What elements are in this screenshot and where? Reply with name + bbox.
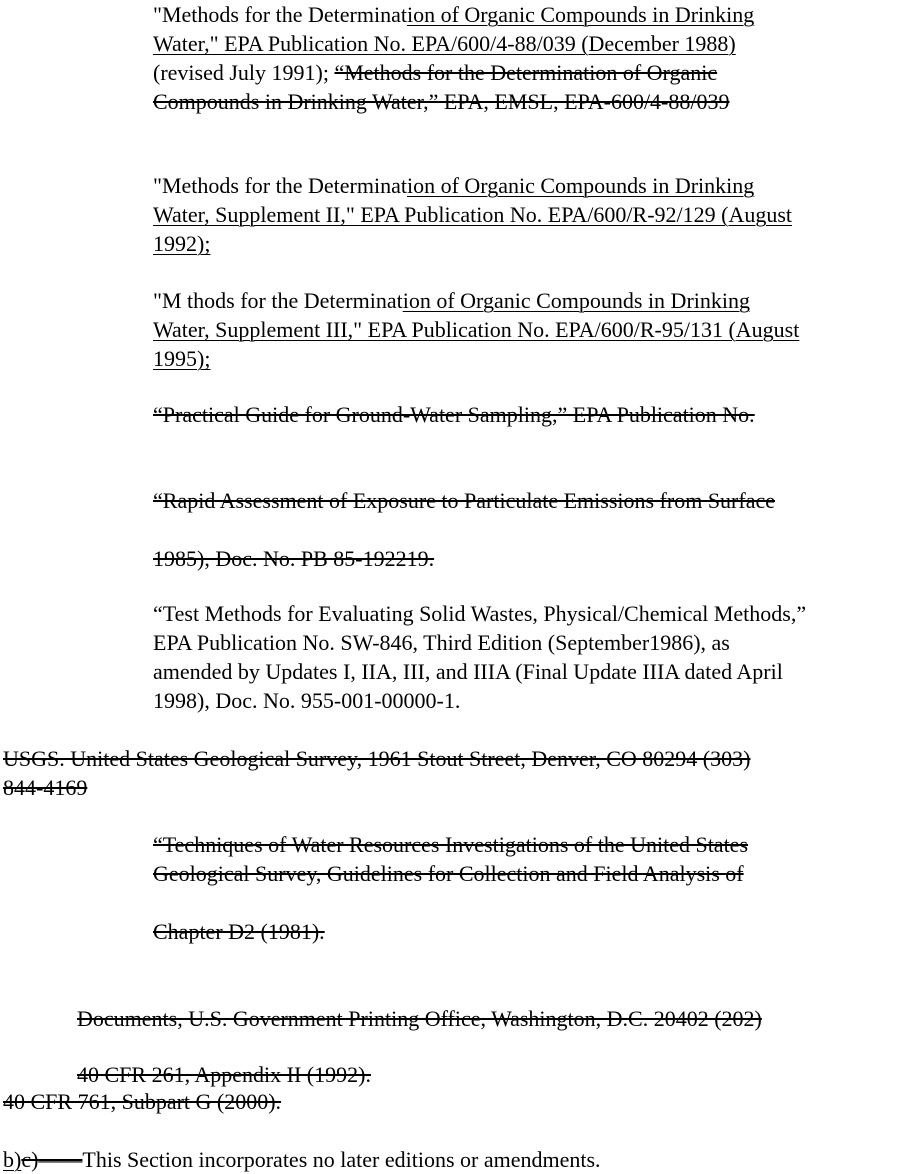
reference-rapid-assessment xyxy=(153,486,775,515)
reference-usgs-techniques xyxy=(153,830,748,888)
inserted-text: ion of Organic Compounds in Drinking xyxy=(406,2,755,27)
subsection-label-new: b) xyxy=(3,1147,22,1172)
inserted-text: Water, Supplement II," EPA Publication No. EPA/600/R-92/129 (August xyxy=(153,202,793,227)
inserted-text: ion of Organic Compounds in Drinking xyxy=(402,288,750,313)
reference-usgs-chapter xyxy=(153,917,325,946)
deleted-text: USGS. United States Geological Survey, 1961 Stout Street, Denver, CO 80294 (303) xyxy=(3,746,751,771)
inserted-text: Water," EPA Publication No. EPA/600/4-88/039 (December 1988) xyxy=(153,31,736,56)
deleted-text: “Practical Guide for Ground-Water Sampling,” EPA Publication No. xyxy=(153,402,755,427)
gpo-entry xyxy=(77,1004,762,1033)
inserted-text: 1995); xyxy=(153,346,211,371)
text: "M thods for the Determinat xyxy=(153,288,403,313)
text: amended by Updates I, IIA, III, and IIIA (Final Update IIIA dated April xyxy=(153,659,783,684)
reference-methods-drinking-water xyxy=(153,0,754,116)
inserted-text: 1992); xyxy=(153,231,211,256)
text: "Methods for the Determinat xyxy=(153,2,407,27)
reference-practical-guide xyxy=(153,400,755,429)
usgs-entry xyxy=(3,744,750,802)
subsection-text: This Section incorporates no later editions or amendments. xyxy=(82,1147,601,1172)
closing-subsection xyxy=(3,1145,601,1174)
deleted-text: “Techniques of Water Resources Investigations of the United States xyxy=(153,832,749,857)
reference-supplement-iii xyxy=(153,286,799,373)
cfr-761-entry xyxy=(3,1087,281,1116)
deleted-dash: —— xyxy=(38,1147,83,1172)
deleted-text: Chapter D2 (1981). xyxy=(153,919,325,944)
deleted-text: 844-4169 xyxy=(3,775,88,800)
text: “Test Methods for Evaluating Solid Wastes, Physical/Chemical Methods,” xyxy=(153,601,807,626)
deleted-text: Documents, U.S. Government Printing Office, Washington, D.C. 20402 (202) xyxy=(77,1006,762,1031)
deleted-text: “Rapid Assessment of Exposure to Particulate Emissions from Surface xyxy=(153,488,775,513)
deleted-text: 1985), Doc. No. PB 85-192219. xyxy=(153,546,435,571)
text: EPA Publication No. SW-846, Third Edition (September1986), as xyxy=(153,630,730,655)
text: 1998), Doc. No. 955-001-00000-1. xyxy=(153,688,461,713)
reference-rapid-assessment-end xyxy=(153,544,434,573)
subsection-label-old: c) xyxy=(21,1147,39,1172)
text: "Methods for the Determinat xyxy=(153,173,407,198)
deleted-text: Compounds in Drinking Water,” EPA, EMSL, EPA-600/4-88/039 xyxy=(153,89,730,114)
deleted-text: 40 CFR 261, Appendix II (1992). xyxy=(77,1062,371,1087)
inserted-text: Water, Supplement III," EPA Publication No. EPA/600/R-95/131 (August xyxy=(153,317,800,342)
reference-supplement-ii xyxy=(153,171,792,258)
inserted-text: ion of Organic Compounds in Drinking xyxy=(406,173,755,198)
text: (revised July 1991); xyxy=(153,60,335,85)
deleted-text: Geological Survey, Guidelines for Collection and Field Analysis of xyxy=(153,861,744,886)
deleted-text: “Methods for the Determination of Organic xyxy=(334,60,718,85)
deleted-text: 40 CFR 761, Subpart G (2000). xyxy=(3,1089,282,1114)
reference-test-methods-sw846 xyxy=(153,599,806,715)
cfr-261-entry xyxy=(77,1060,371,1089)
